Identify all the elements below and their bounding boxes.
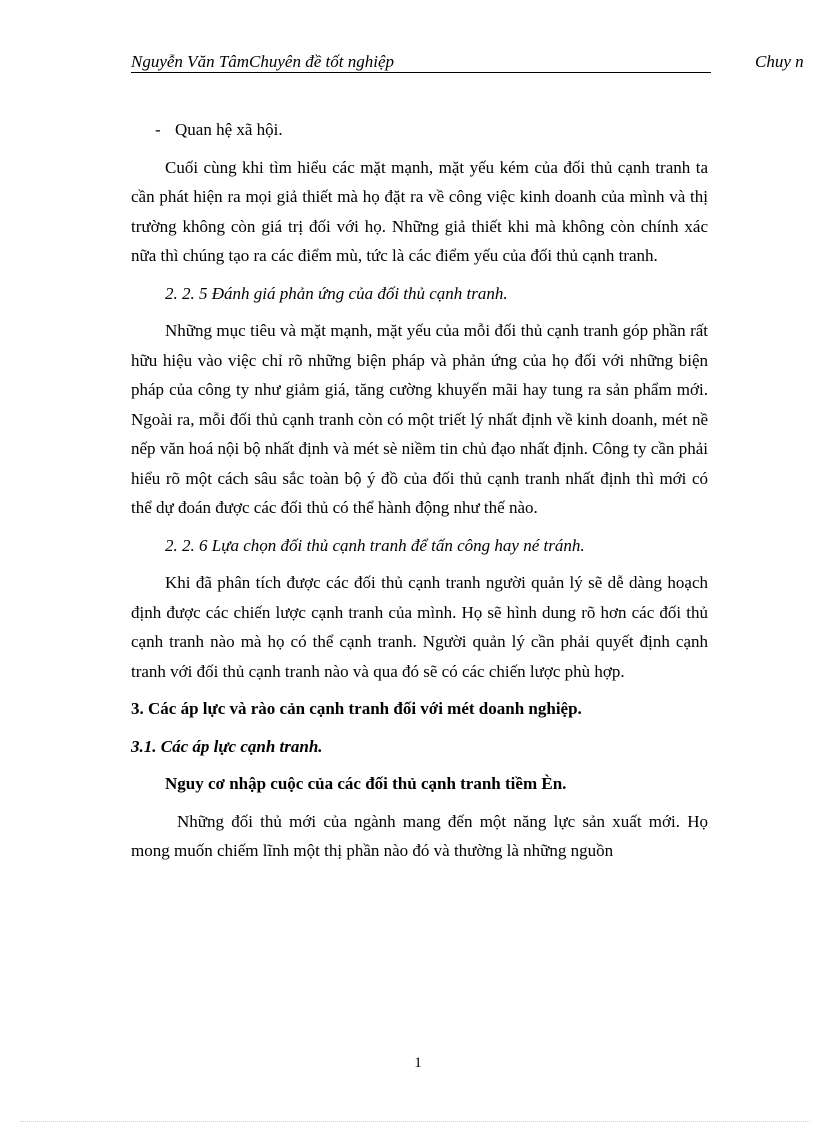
section-heading-3-1: 3.1. Các áp lực cạnh tranh. — [131, 736, 323, 756]
bullet-item — [131, 115, 708, 145]
bullet-mark: - — [155, 120, 161, 139]
section-heading-2-2-5: 2. 2. 5 Đánh giá phản ứng của đối thủ cạnh tranh. — [165, 283, 508, 303]
page-header — [131, 52, 711, 73]
paragraph-4: Những đối thủ mới của ngành mang đến một năng lực sản xuất mới. Họ mong muốn chiếm lĩnh một thị phần nào đó và thường là những nguồn — [131, 811, 708, 860]
header-right-text: Chuy n — [755, 52, 804, 71]
subsection-heading-risk: Nguy cơ nhập cuộc của các đối thủ cạnh tranh tiềm Èn. — [165, 774, 567, 793]
paragraph-2: Những mục tiêu và mặt mạnh, mặt yếu của mỗi đối thủ cạnh tranh góp phần rất hữu hiệu vào việc chỉ rõ những biện pháp và phản ứng của họ đối với những biện pháp của công ty như giảm giá, tăng cường khuyến mãi hay tung ra sản phẩm mới. Ngoài ra, mỗi đối thủ cạnh tranh còn có một triết lý nhất định về kinh doanh, mét nề nếp văn hoá nội bộ nhất định và mét sè niềm tin chủ đạo nhất định. Công ty cần phải hiểu rõ một cách sâu sắc toàn bộ ý đồ của đối thủ cạnh tranh nhất định thì mới có thể dự đoán được các đối thủ có thể hành động như thế nào. — [131, 321, 708, 517]
page-number: 1 — [414, 1055, 422, 1071]
document-body — [131, 115, 708, 874]
page-bottom-divider — [20, 1121, 810, 1122]
bullet-text: Quan hệ xã hội. — [175, 120, 283, 139]
header-title: Nguyễn Văn TâmChuyên đề tốt nghiệp — [131, 52, 394, 71]
section-heading-2-2-6: 2. 2. 6 Lựa chọn đối thủ cạnh tranh để tấn công hay né tránh. — [165, 535, 585, 555]
section-heading-3: 3. Các áp lực và rào cản cạnh tranh đối với mét doanh nghiệp. — [131, 699, 582, 718]
paragraph-3: Khi đã phân tích được các đối thủ cạnh tranh người quản lý sẽ dễ dàng hoạch định được các chiến lược cạnh tranh của mình. Họ sẽ hình dung rõ hơn các đối thủ cạnh tranh nào mà họ có thể cạnh tranh. Người quản lý cần phải quyết định cạnh tranh với đối thủ cạnh tranh nào và qua đó sẽ có các chiến lược phù hợp. — [131, 573, 708, 681]
paragraph-1: Cuối cùng khi tìm hiểu các mặt mạnh, mặt yếu kém của đối thủ cạnh tranh ta cần phát hiện ra mọi giả thiết mà họ đặt ra về công việc kinh doanh của mình và thị trường không còn giá trị đối với họ. Những giả thiết khi mà không còn chính xác nữa thì chúng tạo ra các điểm mù, tức là các điểm yếu của đối thủ cạnh tranh. — [131, 157, 708, 265]
